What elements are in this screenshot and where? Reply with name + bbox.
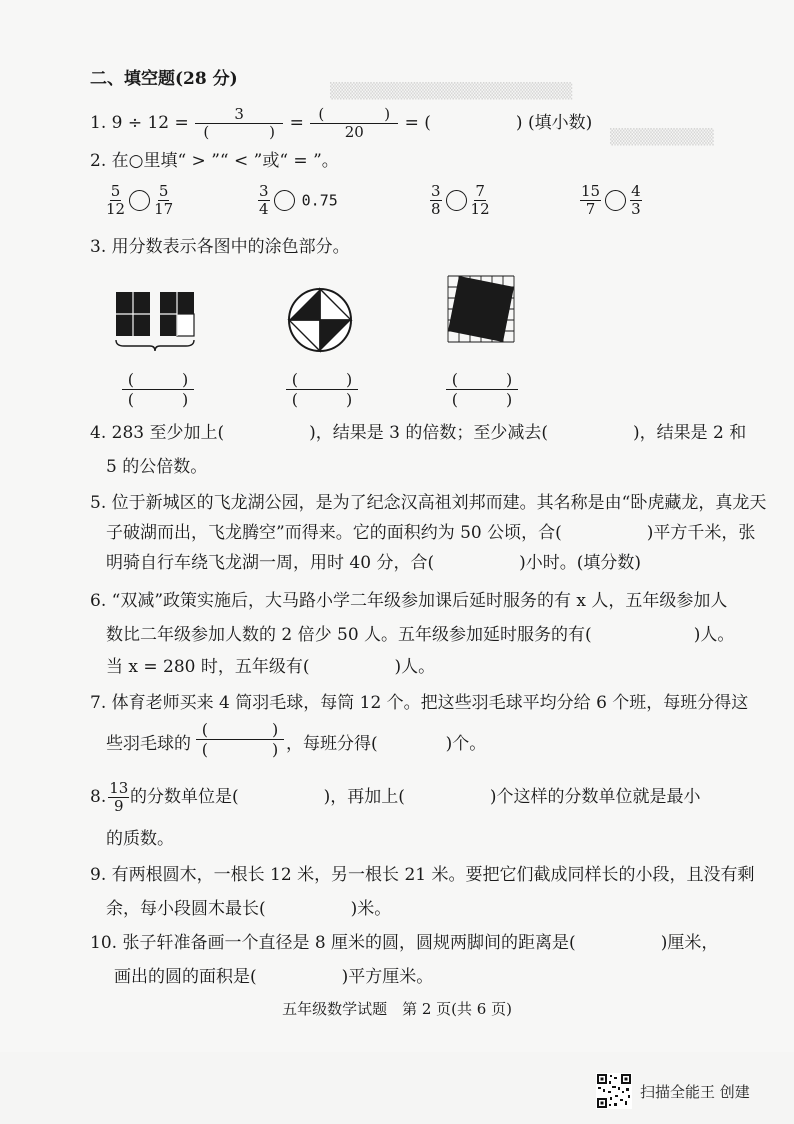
q1-prefix: 1. 9 ÷ 12 =: [90, 113, 189, 133]
q3-answer-2[interactable]: ( ) ( ): [286, 370, 358, 409]
q7-fraction-blank[interactable]: ( ) ( ): [196, 720, 284, 759]
question-6-line-2: 数比二年级参加人数的 2 倍少 50 人。五年级参加延时服务的有( )人。: [106, 625, 735, 645]
q2-compare-3: $\frac{3}{8}$ $\frac{7}{12}$: [431, 182, 490, 218]
compare-circle[interactable]: [605, 190, 626, 211]
question-10-line-1: 10. 张子轩准备画一个直径是 8 厘米的圆，圆规两脚间的距离是( )厘米，: [90, 933, 719, 953]
question-7-line-1: 7. 体育老师买来 4 筒羽毛球，每筒 12 个。把这些羽毛球平均分给 6 个班，每班分得这: [90, 693, 749, 713]
question-9-line-1: 9. 有两根圆木，一根长 12 米，另一根长 21 米。要把它们截成同样长的小段，且没有剩: [90, 865, 755, 885]
question-4-line-1: 4. 283 至少加上( )，结果是 3 的倍数；至少减去( )，结果是 2 和: [90, 423, 747, 443]
question-3: 3. 用分数表示各图中的涂色部分。: [90, 237, 350, 257]
q3-answer-1[interactable]: ( ) ( ): [122, 370, 194, 409]
q2-compare-4: $\frac{15}{7}$ $\frac{4}{3}$: [581, 182, 641, 218]
q1-decimal-blank[interactable]: = ( ) (填小数): [404, 113, 593, 133]
page-footer: 五年级数学试题 第 2 页(共 6 页): [282, 1000, 512, 1018]
q1-fraction-2: $\frac{( )}{20}$: [311, 106, 397, 141]
question-6-line-1: 6. “双减”政策实施后，大马路小学二年级参加课后延时服务的有 x 人，五年级参加人: [90, 591, 728, 611]
figure-shaded-circle: [284, 284, 356, 356]
question-8-line-1: 的分数单位是( )，再加上( )个这样的分数单位就是最小: [130, 787, 701, 807]
question-5-line-1: 5. 位于新城区的飞龙湖公园，是为了纪念汉高祖刘邦而建。其名称是由“卧虎藏龙，真龙天: [90, 493, 767, 513]
compare-circle[interactable]: [446, 190, 467, 211]
watermark-text: 扫描全能王 创建: [640, 1082, 750, 1101]
question-6-line-3: 当 x = 280 时，五年级有( )人。: [106, 657, 436, 677]
compare-circle[interactable]: [129, 190, 150, 211]
q2-compare-1: $\frac{5}{12}$ $\frac{5}{17}$: [106, 182, 174, 218]
question-8-prefix: 8. $\frac{13}{9}$: [90, 779, 129, 815]
compare-circle[interactable]: [274, 190, 295, 211]
question-1: 1. 9 ÷ 12 = $\frac{3}{( )}$ = $\frac{( )}{20}$ = ( ) (填小数): [90, 105, 593, 141]
question-4-line-2: 5 的公倍数。: [106, 457, 208, 477]
q3-answer-3[interactable]: ( ) ( ): [446, 370, 518, 409]
question-5-line-2: 子破湖而出，飞龙腾空”而得来。它的面积约为 50 公顷，合( )平方千米，张: [106, 523, 756, 543]
question-7-line-2-suffix: ，每班分得( )个。: [286, 734, 487, 754]
figure-two-squares: [112, 288, 202, 356]
q1-fraction-1: $\frac{3}{( )}$: [196, 106, 282, 141]
question-9-line-2: 余，每小段圆木最长( )米。: [106, 899, 392, 919]
question-8-line-2: 的质数。: [106, 829, 174, 849]
qr-code-icon: [596, 1073, 632, 1109]
bleed-through-text: ▒▒▒▒▒▒▒▒▒▒▒▒▒▒▒▒▒▒▒▒▒: [330, 82, 573, 100]
section-title: 二、填空题(28 分): [90, 69, 238, 89]
question-2: 2. 在○里填“ > ”“ < ”或“ = ”。: [90, 151, 339, 171]
figure-grid-square: [446, 274, 520, 348]
scanner-watermark: [596, 1073, 750, 1109]
question-7-line-2-prefix: 些羽毛球的: [106, 734, 191, 754]
bleed-through-text: ▒▒▒▒▒▒▒▒▒: [610, 128, 714, 146]
question-5-line-3: 明骑自行车绕飞龙湖一周，用时 40 分，合( )小时。(填分数): [106, 553, 641, 573]
question-10-line-2: 画出的圆的面积是( )平方厘米。: [114, 967, 434, 987]
q2-compare-2: $\frac{3}{4}$ 0.75: [259, 182, 338, 218]
